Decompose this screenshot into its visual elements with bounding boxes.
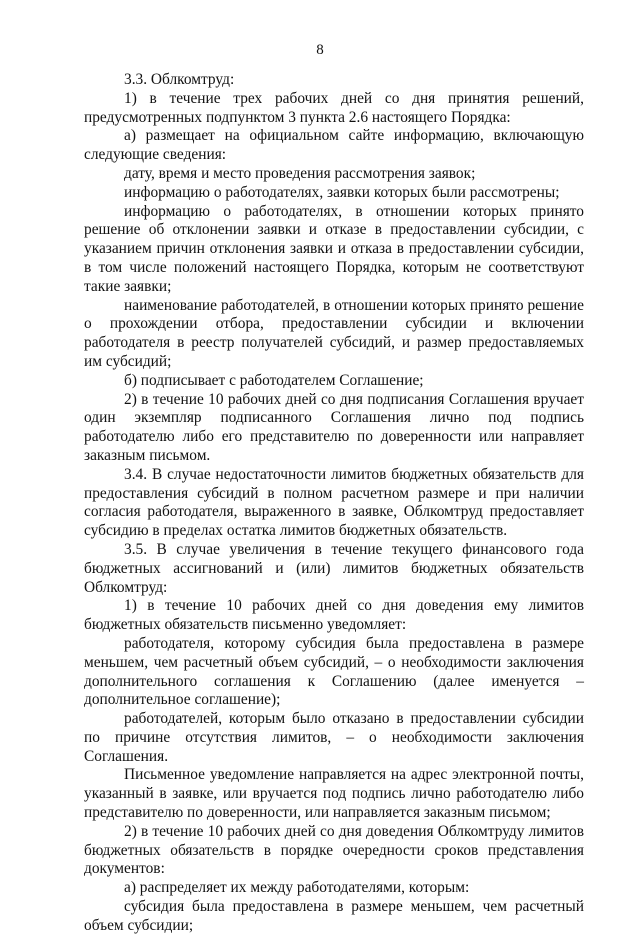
paragraph: информацию о работодателях, в отношении которых принято решение об отклонении заявки и отказе в предоставлении субсидии, с указанием причин отклонения заявки и отказа в предоставлении субсидии, в том числе положений настоящего Порядка, которым не соответствуют такие заявки; bbox=[84, 202, 584, 295]
page-number: 8 bbox=[316, 42, 324, 58]
paragraph: 2) в течение 10 рабочих дней со дня доведения Облкомтруду лимитов бюджетных обязательств в порядке очередности сроков представления документов: bbox=[84, 822, 584, 878]
paragraph: 1) в течение трех рабочих дней со дня принятия решений, предусмотренных подпунктом 3 пункта 2.6 настоящего Порядка: bbox=[84, 89, 584, 126]
paragraph: Письменное уведомление направляется на адрес электронной почты, указанный в заявке, или вручается под подпись лично работодателю либо представителю по доверенности, или направляется заказным письмом; bbox=[84, 766, 584, 822]
paragraph: дату, время и место проведения рассмотрения заявок; bbox=[124, 164, 476, 182]
paragraph: а) размещает на официальном сайте информацию, включающую следующие сведения: bbox=[84, 127, 584, 164]
paragraph: 3.3. Облкомтруд: bbox=[124, 71, 235, 88]
document-body bbox=[84, 71, 584, 936]
paragraph: работодателя, которому субсидия была предоставлена в размере меньшем, чем расчетный объем субсидий, – о необходимости заключения дополнительного соглашения к Соглашению (далее именуется – дополнительное соглашение); bbox=[84, 634, 584, 709]
paragraph: 3.5. В случае увеличения в течение текущего финансового года бюджетных ассигнований и (или) лимитов бюджетных обязательств Облкомтруд: bbox=[84, 540, 584, 596]
paragraph: б) подписывает с работодателем Соглашение; bbox=[124, 371, 424, 389]
paragraph: наименование работодателей, в отношении которых принято решение о прохождении отбора, предоставлении субсидии и включении работодателя в реестр получателей субсидий, и размер предоставляемых им субсидий; bbox=[84, 296, 584, 370]
paragraph: 3.4. В случае недостаточности лимитов бюджетных обязательств для предоставления субсидий в полном расчетном размере и при наличии согласия работодателя, выраженного в заявке, Облкомтруд предоставляет субсидию в пределах остатка лимитов бюджетных обязательств. bbox=[84, 465, 584, 540]
paragraph: 1) в течение 10 рабочих дней со дня доведения ему лимитов бюджетных обязательств письменно уведомляет: bbox=[84, 597, 584, 634]
paragraph: работодателей, которым было отказано в предоставлении субсидии по причине отсутствия лимитов, – о необходимости заключения Соглашения. bbox=[84, 710, 584, 765]
paragraph: информацию о работодателях, заявки которых были рассмотрены; bbox=[124, 183, 560, 201]
paragraph: 2) в течение 10 рабочих дней со дня подписания Соглашения вручает один экземпляр подписанного Соглашения лично под подпись работодателю либо его представителю по доверенности или направляет заказным письмом. bbox=[84, 390, 584, 464]
paragraph: а) распределяет их между работодателями, которым: bbox=[124, 879, 470, 897]
paragraph: субсидия была предоставлена в размере меньшем, чем расчетный объем субсидии; bbox=[84, 898, 584, 934]
